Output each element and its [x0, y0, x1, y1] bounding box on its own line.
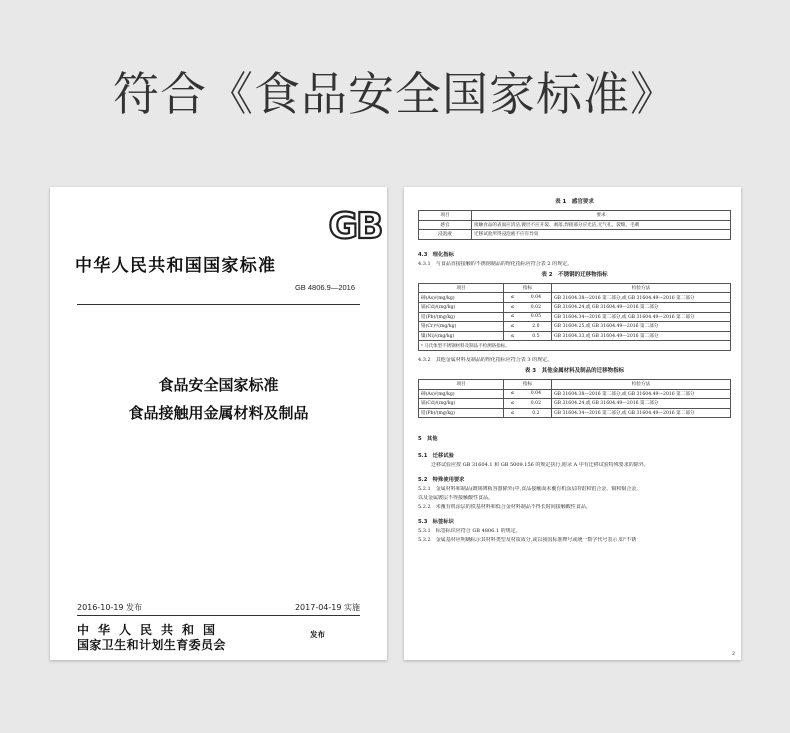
table-row: [419, 408, 731, 418]
table-cell: ≤: [504, 322, 521, 332]
table-cell: ≤: [504, 302, 521, 312]
table3-caption: 表 3 其他金属材料及制品的迁移物指标: [524, 367, 625, 374]
cover-title-line1: 食品安全国家标准: [158, 376, 279, 394]
table-cell: 迁移试验所得浸泡液不应有异臭: [472, 230, 731, 240]
publish-label: 发布: [310, 630, 325, 639]
stainless-steel-table: [418, 283, 731, 351]
paragraph: 5.2.1 金属材料和制品(镀锡薄板容器除外)中,食品接触面未覆有机涂层的铝和铝合金、铜和铜合金,: [418, 486, 638, 493]
implement-date: 2017-04-19 实施: [294, 603, 360, 612]
paragraph: 5.2.2 未覆有机涂层的铁基材料和低合金材料制品不得长时间接触酸性食品。: [418, 504, 591, 511]
table-cell: GB 31604.33,或 GB 31604.49—2016 第二部分: [551, 331, 730, 341]
standard-content-page: [404, 187, 741, 660]
table-cell: 0.2: [521, 408, 552, 418]
table-note-row: [419, 341, 731, 351]
table-row: [419, 312, 731, 322]
paragraph: 5.3.1 标签标识应符合 GB 4806.1 的规定。: [418, 528, 521, 535]
table-cell: GB 31604.34—2016 第二部分,或 GB 31604.49—2016 第二部分: [551, 312, 730, 322]
table-row: [419, 230, 731, 240]
table-header: 检验方法: [551, 379, 730, 389]
table-row: [419, 293, 731, 303]
table-cell: 铬(Cr)ᵃ/(mg/kg): [419, 322, 504, 332]
table-cell: ≤: [504, 399, 521, 409]
table-cell: 0.04: [521, 293, 552, 303]
paragraph: 迁移试验应按 GB 31604.1 和 GB 5009.156 的规定执行,附录 A 中有迁移试验特殊要求的除外。: [431, 462, 649, 469]
table-header: 项目: [419, 283, 504, 293]
table-cell: ≤: [504, 312, 521, 322]
table-cell: 砷(As)/(mg/kg): [419, 293, 504, 303]
table-row: [419, 399, 731, 409]
table-cell: ≤: [504, 408, 521, 418]
paragraph: 5.3.2 金属基材应明确标示其材料类型及材质成分,或以我国标准牌号或统一数字代号表示,如"不锈: [418, 537, 637, 544]
table-cell: GB 31604.38—2016 第二部分,或 GB 31604.49—2016 第二部分: [551, 389, 730, 399]
table-cell: 0.5: [521, 331, 552, 341]
section-heading: 5 其他: [418, 436, 438, 443]
table-row: [419, 331, 731, 341]
page-number: 2: [732, 652, 735, 657]
issuer-line1: 中华人民共和国: [77, 623, 225, 637]
table-cell: GB 31604.38—2016 第二部分,或 GB 31604.49—2016 第二部分: [551, 293, 730, 303]
table-cell: 0.04: [521, 389, 552, 399]
section-heading: 4.3 理化指标: [418, 251, 454, 258]
table2-caption: 表 2 不锈钢的迁移物指标: [541, 271, 608, 278]
table-header: 指标: [504, 379, 552, 389]
section-heading: 5.2 特殊使用要求: [418, 477, 465, 484]
issuer-line2: 国家卫生和计划生育委员会: [77, 638, 226, 652]
table-row: [419, 220, 731, 230]
table-cell: 接触食品的表面应清洁,镀层不应开裂、剥落,焊接部分应光洁,无气孔、裂缝、毛刺: [472, 220, 731, 230]
table-cell: 镉(Cd)/(mg/kg): [419, 302, 504, 312]
release-date: 2016-10-19 发布: [77, 603, 143, 612]
table-row: [419, 322, 731, 332]
table-cell: ≤: [504, 331, 521, 341]
country-title: 中华人民共和国国家标准: [75, 256, 277, 276]
table-cell: GB 31604.25,或 GB 31604.49—2016 第二部分: [551, 322, 730, 332]
section-heading: 5.1 迁移试验: [418, 453, 454, 460]
divider: [77, 615, 360, 616]
table-cell: 浸泡液: [419, 230, 472, 240]
table-header: 项目: [419, 211, 472, 221]
svg-text:GB: GB: [328, 206, 382, 244]
table-cell: 铅(Pb)/(mg/kg): [419, 408, 504, 418]
table-row: [419, 302, 731, 312]
table-cell: ≤: [504, 293, 521, 303]
table-header: 检验方法: [551, 283, 730, 293]
table-cell: 0.02: [521, 399, 552, 409]
table-cell: ≤: [504, 389, 521, 399]
table-cell: 镍(Ni)/(mg/kg): [419, 331, 504, 341]
table-cell: 镉(Cd)/(mg/kg): [419, 399, 504, 409]
paragraph: 4.3.1 与食品直接接触的不锈钢制品的理化指标应符合表 2 的规定。: [418, 260, 573, 267]
gb-logo: [316, 204, 394, 244]
table-cell: 0.02: [521, 302, 552, 312]
cover-title-line2: 食品接触用金属材料及制品: [128, 404, 309, 422]
table1-caption: 表 1 感官要求: [555, 199, 594, 205]
table-cell: GB 31604.34—2016 第二部分,或 GB 31604.49—2016 第二部分: [551, 408, 730, 418]
table-note: ᵃ 马氏体型不锈钢材料及制品不检测铬指标。: [419, 341, 731, 351]
paragraph: 以及金属镀层不得接触酸性食品。: [418, 495, 494, 502]
standard-number: GB 4806.9—2016: [294, 283, 355, 292]
headline: 符合《食品安全国家标准》: [113, 67, 677, 121]
standard-cover-page: [50, 187, 387, 660]
table-cell: GB 31604.24,或 GB 31604.49—2016 第二部分: [551, 302, 730, 312]
table-header: 项目: [419, 379, 504, 389]
other-metals-table: [418, 379, 731, 418]
section-heading: 5.3 标签标识: [418, 519, 454, 526]
table-cell: 砷(As)/(mg/kg): [419, 389, 504, 399]
paragraph: 4.3.2 其他金属材料及制品的理化指标应符合表 3 的规定。: [418, 356, 553, 363]
table-cell: 0.05: [521, 312, 552, 322]
table-row: [419, 389, 731, 399]
table-cell: GB 31604.24,或 GB 31604.49—2016 第二部分: [551, 399, 730, 409]
table-cell: 铅(Pb)/(mg/kg): [419, 312, 504, 322]
table-cell: 感官: [419, 220, 472, 230]
table-header: 指标: [504, 283, 552, 293]
table-header: 要求: [472, 211, 731, 221]
divider: [77, 304, 360, 305]
table-cell: 2.0: [521, 322, 552, 332]
sensory-table: [418, 210, 731, 240]
